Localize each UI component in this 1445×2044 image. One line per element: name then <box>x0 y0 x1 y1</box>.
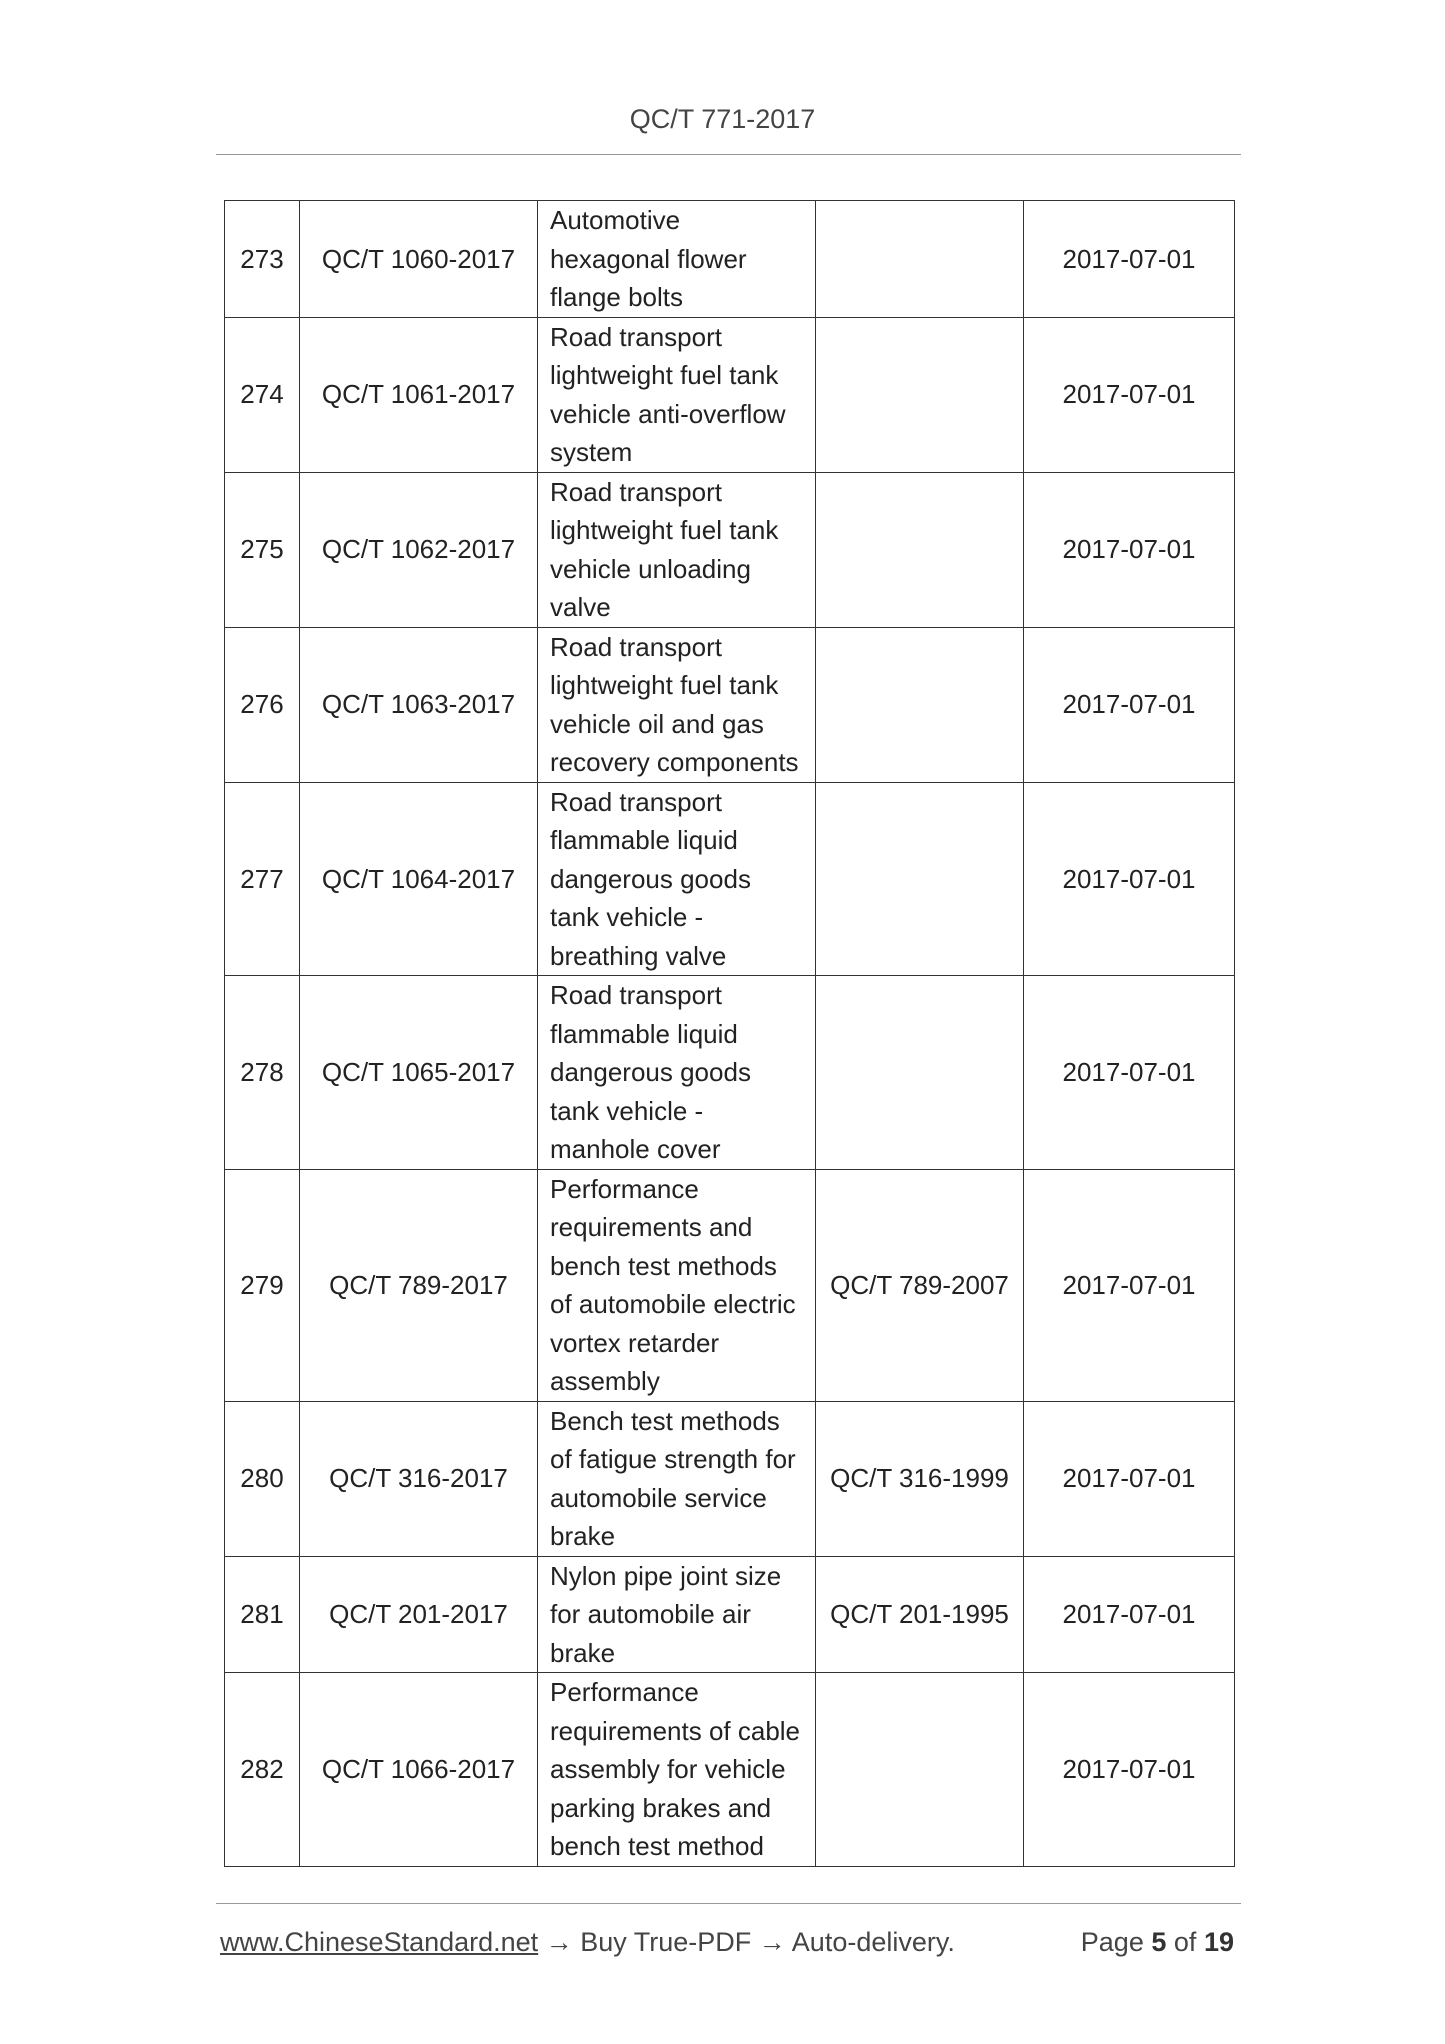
implementation-date: 2017-07-01 <box>1024 201 1235 318</box>
row-number: 281 <box>225 1556 300 1673</box>
table-row <box>225 317 1235 472</box>
implementation-date: 2017-07-01 <box>1024 1169 1235 1401</box>
auto-delivery-text: Auto-delivery. <box>791 1927 955 1957</box>
replaced-standard <box>816 472 1024 627</box>
standard-code: QC/T 1063-2017 <box>300 627 538 782</box>
implementation-date: 2017-07-01 <box>1024 1556 1235 1673</box>
table-row <box>225 782 1235 976</box>
standard-code: QC/T 316-2017 <box>300 1401 538 1556</box>
standard-code: QC/T 1065-2017 <box>300 976 538 1170</box>
row-number: 277 <box>225 782 300 976</box>
standard-code: QC/T 201-2017 <box>300 1556 538 1673</box>
row-number: 282 <box>225 1673 300 1867</box>
replaced-standard: QC/T 316-1999 <box>816 1401 1024 1556</box>
standard-name: Road transport flammable liquid dangerous goods tank vehicle - breathing valve <box>538 782 816 976</box>
implementation-date: 2017-07-01 <box>1024 1673 1235 1867</box>
table-row <box>225 1673 1235 1867</box>
arrow-right-icon: → <box>545 1927 573 1957</box>
standard-name: Road transport lightweight fuel tank vehicle oil and gas recovery components <box>538 627 816 782</box>
row-number: 278 <box>225 976 300 1170</box>
standard-name: Road transport lightweight fuel tank vehicle anti-overflow system <box>538 317 816 472</box>
table-row <box>225 1401 1235 1556</box>
website-link[interactable]: www.ChineseStandard.net <box>220 1927 539 1957</box>
implementation-date: 2017-07-01 <box>1024 472 1235 627</box>
table-row <box>225 472 1235 627</box>
replaced-standard: QC/T 201-1995 <box>816 1556 1024 1673</box>
buy-true-pdf-text: Buy True-PDF <box>580 1927 752 1957</box>
replaced-standard <box>816 627 1024 782</box>
row-number: 279 <box>225 1169 300 1401</box>
replaced-standard <box>816 317 1024 472</box>
implementation-date: 2017-07-01 <box>1024 976 1235 1170</box>
implementation-date: 2017-07-01 <box>1024 782 1235 976</box>
replaced-standard <box>816 782 1024 976</box>
replaced-standard <box>816 976 1024 1170</box>
table-row <box>225 201 1235 318</box>
table-row <box>225 1556 1235 1673</box>
standard-name: Road transport flammable liquid dangerous goods tank vehicle - manhole cover <box>538 976 816 1170</box>
standards-table <box>224 200 1235 1867</box>
standard-name: Performance requirements and bench test methods of automobile electric vortex retarder assembly <box>538 1169 816 1401</box>
standard-name: Nylon pipe joint size for automobile air brake <box>538 1556 816 1673</box>
page-title: QC/T 771-2017 <box>629 104 816 134</box>
header-divider <box>216 154 1241 155</box>
standard-name: Automotive hexagonal flower flange bolts <box>538 201 816 318</box>
implementation-date: 2017-07-01 <box>1024 1401 1235 1556</box>
replaced-standard <box>816 1673 1024 1867</box>
standard-code: QC/T 1060-2017 <box>300 201 538 318</box>
implementation-date: 2017-07-01 <box>1024 317 1235 472</box>
standard-name: Road transport lightweight fuel tank vehicle unloading valve <box>538 472 816 627</box>
standard-code: QC/T 1061-2017 <box>300 317 538 472</box>
standard-code: QC/T 1062-2017 <box>300 472 538 627</box>
row-number: 275 <box>225 472 300 627</box>
replaced-standard: QC/T 789-2007 <box>816 1169 1024 1401</box>
page-label: Page <box>1080 1927 1144 1957</box>
standard-code: QC/T 1064-2017 <box>300 782 538 976</box>
standard-name: Performance requirements of cable assembly for vehicle parking brakes and bench test method <box>538 1673 816 1867</box>
row-number: 280 <box>225 1401 300 1556</box>
footer-divider <box>216 1903 1241 1904</box>
row-number: 273 <box>225 201 300 318</box>
page-total: 19 <box>1203 1927 1234 1957</box>
page-of-label: of <box>1173 1927 1197 1957</box>
page-number: 5 <box>1151 1927 1167 1957</box>
arrow-right-icon: → <box>758 1927 786 1957</box>
table-row <box>225 1169 1235 1401</box>
row-number: 276 <box>225 627 300 782</box>
row-number: 274 <box>225 317 300 472</box>
page-footer <box>220 1922 1234 1962</box>
table-row <box>225 627 1235 782</box>
implementation-date: 2017-07-01 <box>1024 627 1235 782</box>
standard-code: QC/T 789-2017 <box>300 1169 538 1401</box>
standard-name: Bench test methods of fatigue strength for automobile service brake <box>538 1401 816 1556</box>
standard-code: QC/T 1066-2017 <box>300 1673 538 1867</box>
replaced-standard <box>816 201 1024 318</box>
page-indicator <box>1081 1922 1234 1962</box>
table-row <box>225 976 1235 1170</box>
